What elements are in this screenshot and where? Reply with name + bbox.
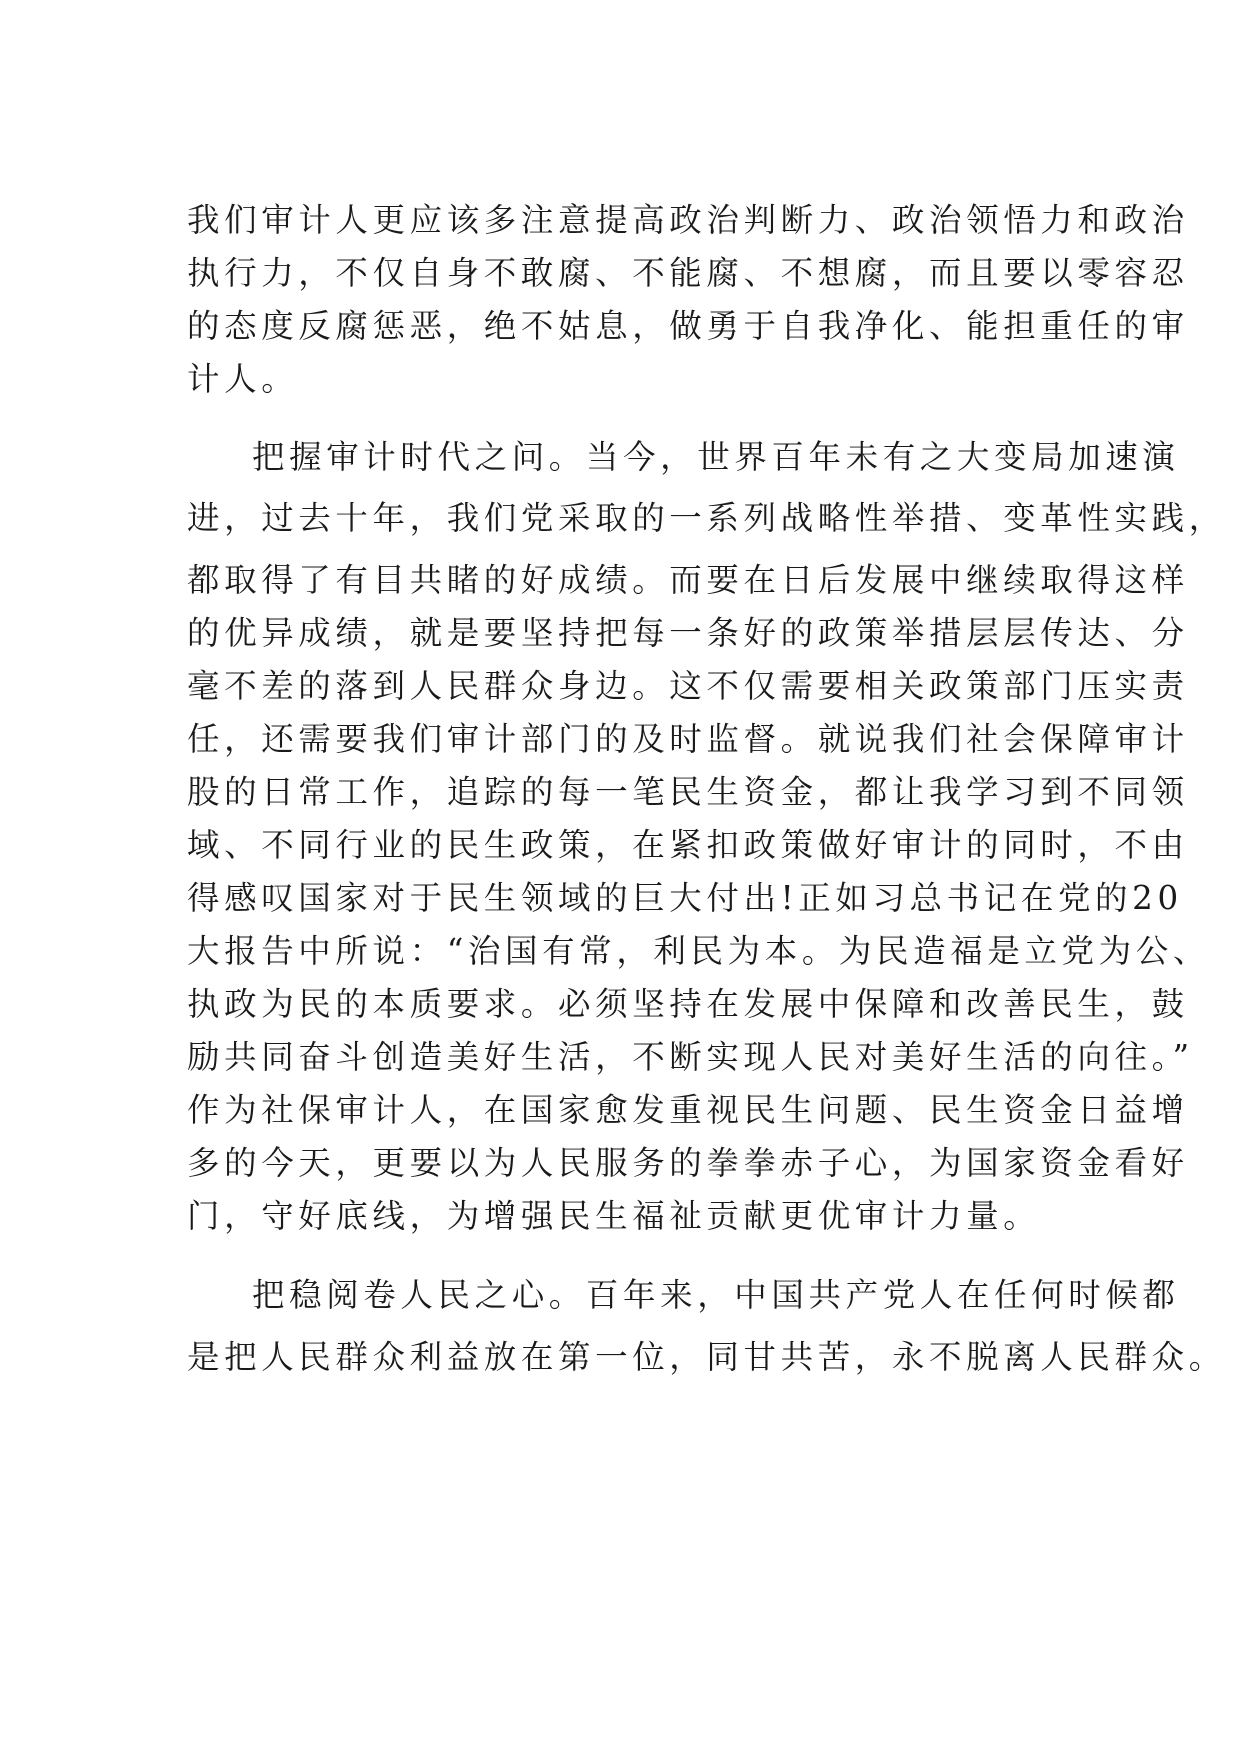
text-line: 是把人民群众利益放在第一位，同甘共苦，永不脱离人民群众。 <box>187 1338 1226 1376</box>
text-line: 得感叹国家对于民生领域的巨大付出!正如习总书记在党的20 <box>187 879 1183 917</box>
text-line: 的优异成绩，就是要坚持把每一条好的政策举措层层传达、分 <box>187 614 1189 652</box>
text-line: 计人。 <box>187 360 299 398</box>
text-line: 执政为民的本质要求。必须坚持在发展中保障和改善民生，鼓 <box>187 985 1189 1023</box>
text-line: 作为社保审计人，在国家愈发重视民生问题、民生资金日益增 <box>187 1091 1189 1129</box>
text-line: 的态度反腐惩恶，绝不姑息，做勇于自我净化、能担重任的审 <box>187 307 1189 345</box>
paragraph-start-line: 把稳阅卷人民之心。百年来，中国共产党人在任何时候都 <box>252 1276 1180 1314</box>
text-line: 多的今天，更要以为人民服务的拳拳赤子心，为国家资金看好 <box>187 1144 1189 1182</box>
text-line: 大报告中所说：“治国有常，利民为本。为民造福是立党为公、 <box>187 932 1210 970</box>
text-line: 执行力，不仅自身不敢腐、不能腐、不想腐，而且要以零容忍 <box>187 254 1189 292</box>
text-line: 都取得了有目共睹的好成绩。而要在日后发展中继续取得这样 <box>187 561 1189 599</box>
text-line: 门，守好底线，为增强民生福祉贡献更优审计力量。 <box>187 1197 1041 1235</box>
paragraph-start-line: 把握审计时代之问。当今，世界百年未有之大变局加速演 <box>252 438 1180 476</box>
text-line: 股的日常工作，追踪的每一笔民生资金，都让我学习到不同领 <box>187 773 1189 811</box>
text-line: 进，过去十年，我们党采取的一系列战略性举措、变革性实践， <box>187 499 1226 537</box>
text-line: 我们审计人更应该多注意提高政治判断力、政治领悟力和政治 <box>187 201 1189 239</box>
text-line: 毫不差的落到人民群众身边。这不仅需要相关政策部门压实责 <box>187 667 1189 705</box>
text-line: 励共同奋斗创造美好生活，不断实现人民对美好生活的向往。” <box>187 1038 1194 1076</box>
text-line: 域、不同行业的民生政策，在紧扣政策做好审计的同时，不由 <box>187 826 1189 864</box>
text-line: 任，还需要我们审计部门的及时监督。就说我们社会保障审计 <box>187 720 1189 758</box>
